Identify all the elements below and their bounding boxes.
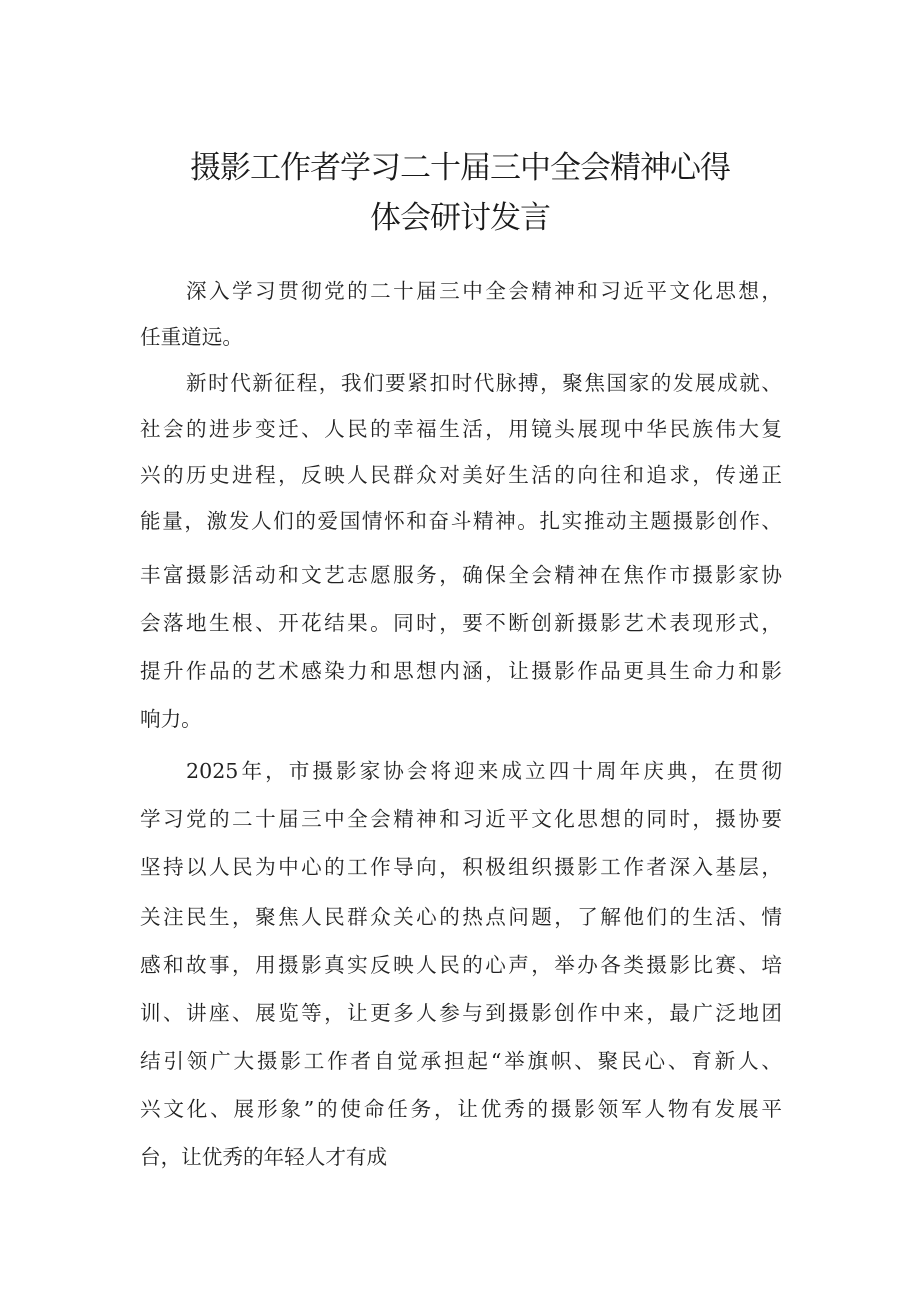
paragraph-3-line-7: 结引领广大摄影工作者自觉承担起“举旗帜、聚民心、育新人、 xyxy=(140,1049,782,1073)
document-title-line-1: 摄影工作者学习二十届三中全会精神心得 xyxy=(190,150,730,186)
paragraph-1-line-2: 任重道远。 xyxy=(140,325,243,349)
document-title-line-2: 体会研讨发言 xyxy=(370,200,550,236)
paragraph-1-line-1: 深入学习贯彻党的二十届三中全会精神和习近平文化思想， xyxy=(186,279,782,303)
paragraph-3-line-5: 感和故事，用摄影真实反映人民的心声，举办各类摄影比赛、培 xyxy=(140,953,782,977)
paragraph-2-line-7: 提升作品的艺术感染力和思想内涵，让摄影作品更具生命力和影 xyxy=(140,659,782,683)
paragraph-2-line-2: 社会的进步变迁、人民的幸福生活，用镜头展现中华民族伟大复 xyxy=(140,417,782,441)
paragraph-2-line-8: 响力。 xyxy=(140,707,202,731)
paragraph-3-line-6: 训、讲座、展览等，让更多人参与到摄影创作中来，最广泛地团 xyxy=(140,1001,782,1025)
paragraph-2-line-6: 会落地生根、开花结果。同时，要不断创新摄影艺术表现形式， xyxy=(140,611,782,635)
paragraph-2-line-3: 兴的历史进程，反映人民群众对美好生活的向往和追求，传递正 xyxy=(140,463,782,487)
paragraph-2-line-1: 新时代新征程，我们要紧扣时代脉搏，聚焦国家的发展成就、 xyxy=(186,371,782,395)
paragraph-3-line-8: 兴文化、展形象”的使命任务，让优秀的摄影领军人物有发展平 xyxy=(140,1097,782,1121)
paragraph-3-line-9: 台，让优秀的年轻人才有成 xyxy=(140,1145,388,1169)
paragraph-3-line-4: 关注民生，聚焦人民群众关心的热点问题，了解他们的生活、情 xyxy=(140,905,782,929)
paragraph-3-line-1: 2025年，市摄影家协会将迎来成立四十周年庆典，在贯彻 xyxy=(186,759,782,783)
paragraph-2-line-4: 能量，激发人们的爱国情怀和奋斗精神。扎实推动主题摄影创作、 xyxy=(140,509,782,533)
paragraph-3-line-2: 学习党的二十届三中全会精神和习近平文化思想的同时，摄协要 xyxy=(140,807,782,831)
paragraph-2-line-5: 丰富摄影活动和文艺志愿服务，确保全会精神在焦作市摄影家协 xyxy=(140,563,782,587)
paragraph-3-line-3: 坚持以人民为中心的工作导向，积极组织摄影工作者深入基层， xyxy=(140,855,782,879)
